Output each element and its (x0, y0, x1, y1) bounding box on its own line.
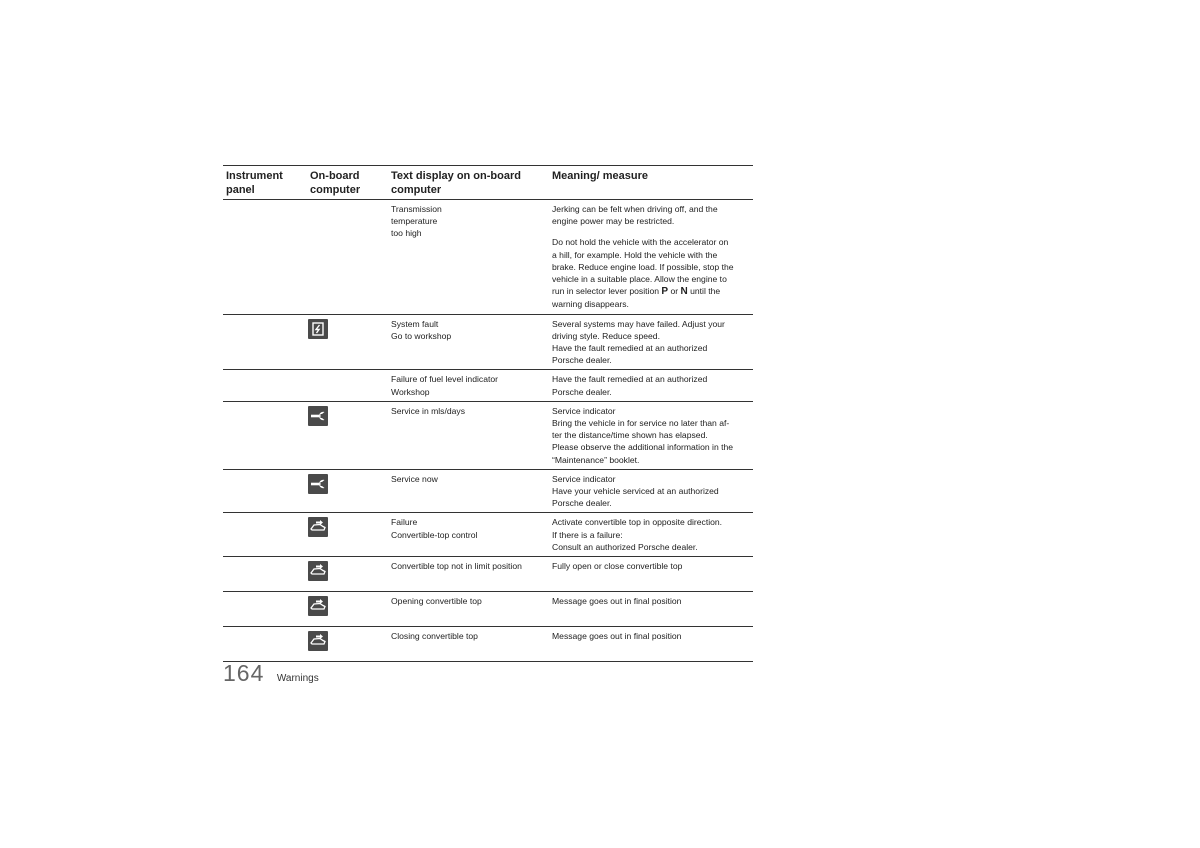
on-board-computer-cell (307, 314, 388, 370)
instrument-panel-cell (223, 314, 307, 370)
warnings-table (223, 165, 753, 662)
table-row (223, 200, 753, 315)
instrument-panel-cell (223, 627, 307, 662)
text-display-cell (388, 401, 549, 469)
meaning-line-selector (552, 285, 750, 298)
meaning-line: If there is a failure: (552, 529, 623, 540)
display-line: Go to workshop (391, 330, 452, 341)
on-board-computer-cell (307, 370, 388, 401)
instrument-panel-cell (223, 513, 307, 557)
gear-p: P (661, 286, 669, 298)
meaning-line: Please observe the additional information in the (552, 442, 734, 453)
meaning-line: Fully open or close convertible top (552, 561, 683, 572)
on-board-computer-cell (307, 513, 388, 557)
on-board-computer-cell (307, 469, 388, 513)
meaning-line: engine power may be restricted. (552, 216, 675, 227)
meaning-cell (549, 557, 753, 592)
meaning-line: Porsche dealer. (552, 355, 612, 366)
table-row (223, 469, 753, 513)
instrument-panel-cell (223, 401, 307, 469)
page-footer (223, 660, 319, 690)
display-line: Service now (391, 473, 438, 484)
meaning-line: brake. Reduce engine load. If possible, stop the (552, 261, 734, 272)
on-board-computer-cell (307, 627, 388, 662)
meaning-cell (549, 200, 753, 315)
page-number: 164 (223, 660, 265, 686)
table-row (223, 557, 753, 592)
warnings-table-page (223, 165, 753, 662)
on-board-computer-cell (307, 592, 388, 627)
table-row (223, 314, 753, 370)
display-line: Closing convertible top (391, 631, 478, 642)
text-display-cell (388, 627, 549, 662)
text-display-cell (388, 592, 549, 627)
display-line: Transmission (391, 204, 442, 214)
instrument-panel-cell (223, 592, 307, 627)
meaning-line: Have the fault remedied at an authorized (552, 343, 708, 354)
instrument-panel-cell (223, 557, 307, 592)
meaning-cell (549, 513, 753, 557)
text-display-cell (388, 370, 549, 401)
meaning-line: ter the distance/time shown has elapsed. (552, 430, 708, 441)
header-instrument-panel: Instrument panel (223, 166, 307, 200)
meaning-line: Service indicator (552, 473, 616, 484)
system-fault-icon (308, 319, 328, 339)
on-board-computer-cell (307, 557, 388, 592)
table-row (223, 592, 753, 627)
table-row (223, 627, 753, 662)
display-line: Failure (391, 517, 418, 528)
selector-text-pre: run in selector lever position (552, 286, 662, 297)
meaning-line: Porsche dealer. (552, 386, 612, 397)
selector-text-mid: or (668, 286, 681, 297)
meaning-line: Service indicator (552, 405, 616, 416)
table-row (223, 370, 753, 401)
instrument-panel-cell (223, 469, 307, 513)
gear-n: N (680, 286, 688, 298)
meaning-line: Porsche dealer. (552, 498, 612, 509)
meaning-cell (549, 592, 753, 627)
meaning-cell (549, 370, 753, 401)
table-row (223, 401, 753, 469)
meaning-line: Have the fault remedied at an authorized (552, 374, 708, 385)
meaning-line: Message goes out in final position (552, 631, 682, 642)
convertible-top-icon (308, 596, 328, 616)
meaning-line: warning disappears. (552, 299, 629, 310)
header-text-display: Text display on on-board computer (388, 166, 549, 200)
meaning-line: Do not hold the vehicle with the accelerator on (552, 237, 729, 248)
section-title: Warnings (276, 673, 319, 684)
convertible-top-icon (308, 517, 328, 537)
on-board-computer-cell (307, 401, 388, 469)
meaning-line: Activate convertible top in opposite direction. (552, 517, 723, 528)
convertible-top-icon (308, 631, 328, 651)
display-line: Service in mls/days (391, 405, 466, 416)
wrench-icon (308, 474, 328, 494)
meaning-line: Bring the vehicle in for service no later than af- (552, 418, 730, 429)
display-line: Convertible-top control (391, 529, 478, 540)
meaning-cell (549, 401, 753, 469)
display-line: Workshop (391, 386, 430, 397)
text-display-cell (388, 513, 549, 557)
header-meaning-measure: Meaning/ measure (549, 166, 753, 200)
header-on-board-computer: On-board computer (307, 166, 388, 200)
meaning-line: Several systems may have failed. Adjust your (552, 318, 725, 329)
selector-text-post: until the (687, 286, 721, 297)
display-line: too high (391, 228, 422, 239)
text-display-cell (388, 314, 549, 370)
text-display-cell (388, 557, 549, 592)
meaning-line: Jerking can be felt when driving off, and the (552, 204, 718, 214)
instrument-panel-cell (223, 200, 307, 315)
text-display-cell (388, 469, 549, 513)
meaning-cell (549, 469, 753, 513)
display-line: Opening convertible top (391, 596, 482, 607)
display-line: Failure of fuel level indicator (391, 374, 498, 385)
meaning-line: driving style. Reduce speed. (552, 330, 660, 341)
meaning-line: Consult an authorized Porsche dealer. (552, 541, 698, 552)
meaning-cell (549, 627, 753, 662)
display-line: Convertible top not in limit position (391, 561, 522, 572)
table-header-row (223, 166, 753, 200)
meaning-line: a hill, for example. Hold the vehicle with the (552, 249, 718, 260)
instrument-panel-cell (223, 370, 307, 401)
wrench-icon (308, 406, 328, 426)
meaning-line: vehicle in a suitable place. Allow the engine to (552, 274, 727, 285)
table-row (223, 513, 753, 557)
meaning-line: Message goes out in final position (552, 596, 682, 607)
meaning-line: Have your vehicle serviced at an authorized (552, 486, 719, 497)
text-display-cell (388, 200, 549, 315)
meaning-cell (549, 314, 753, 370)
display-line: temperature (391, 216, 438, 227)
display-line: System fault (391, 318, 439, 329)
on-board-computer-cell (307, 200, 388, 315)
meaning-line: “Maintenance” booklet. (552, 454, 640, 465)
convertible-top-icon (308, 561, 328, 581)
